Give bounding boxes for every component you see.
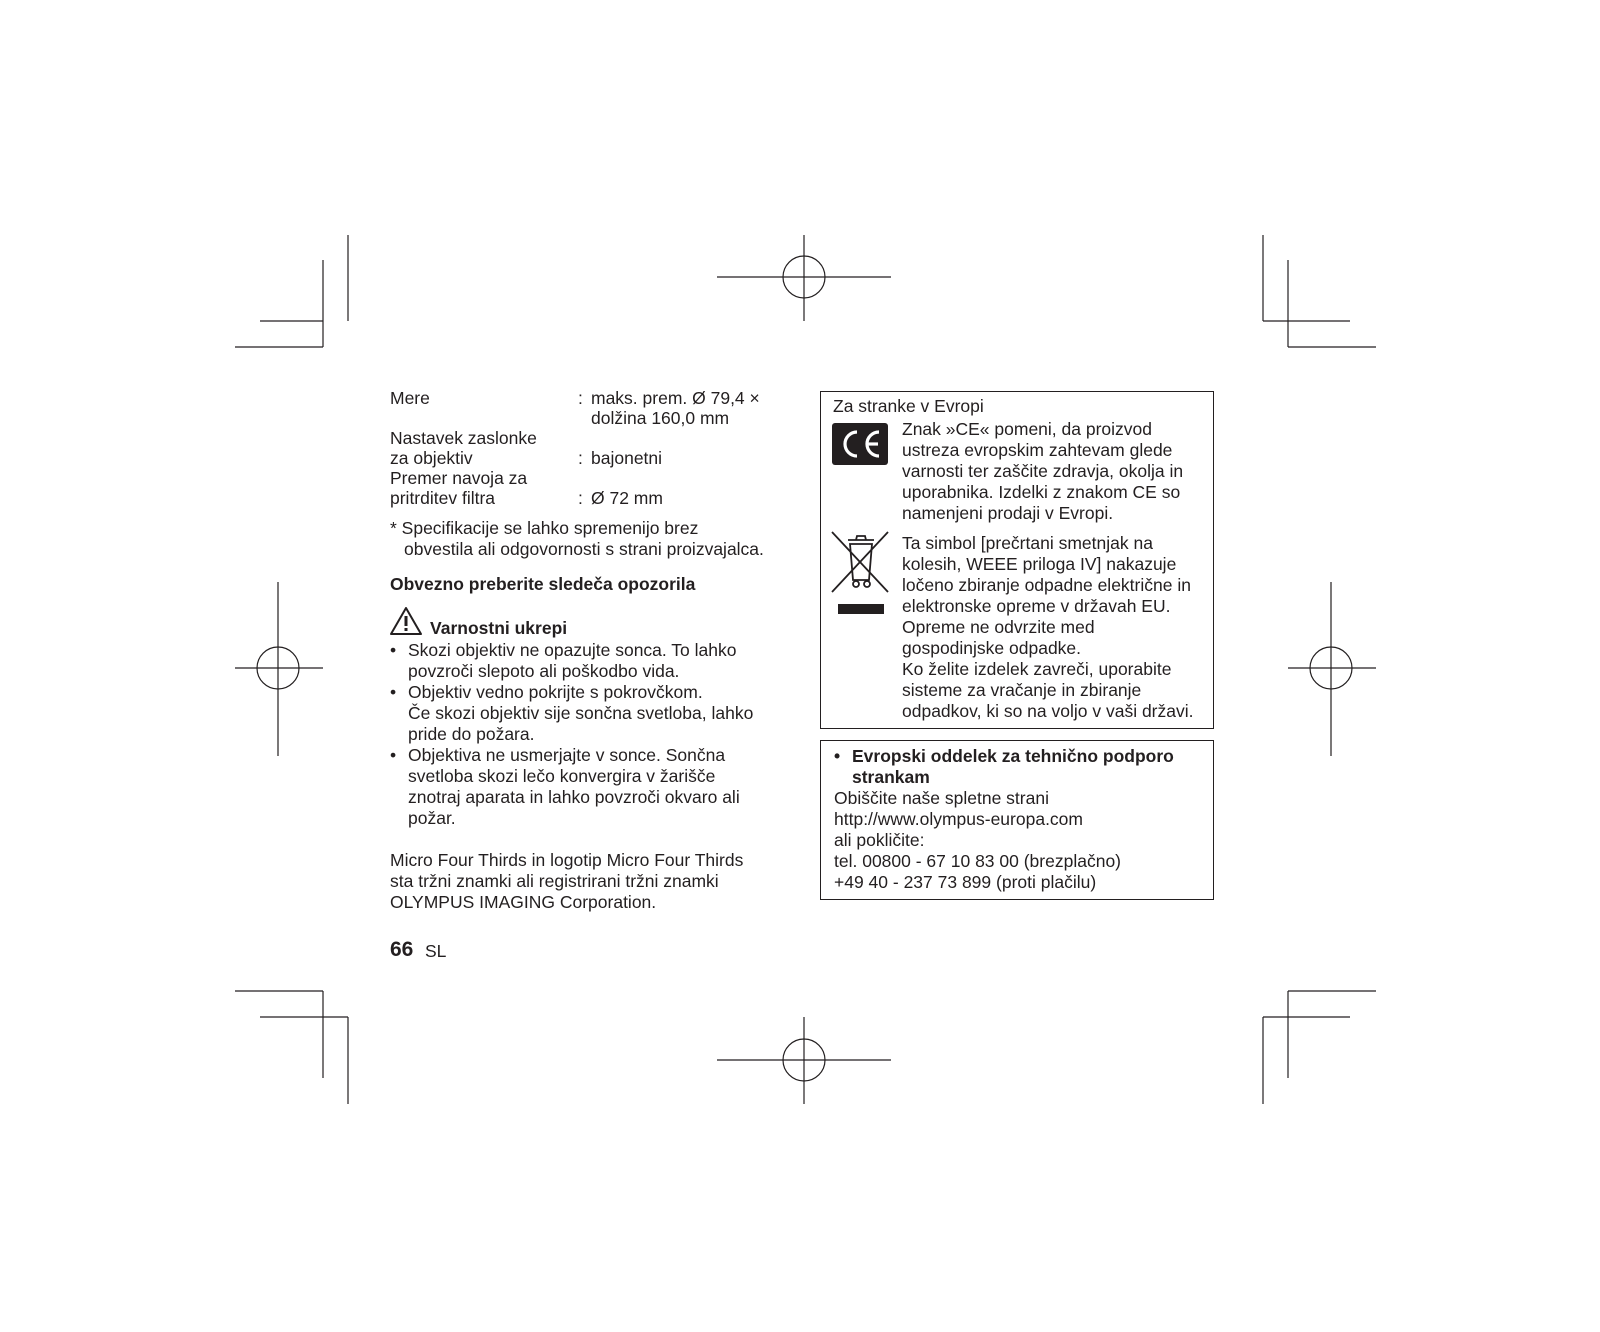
- weee-text-line: Ko želite izdelek zavreči, uporabite: [902, 659, 1172, 679]
- weee-text-line: elektronske opreme v državah EU.: [902, 596, 1171, 616]
- europe-box-title: Za stranke v Evropi: [833, 396, 984, 416]
- language-code: SL: [425, 941, 447, 961]
- ce-text-line: Znak »CE« pomeni, da proizvod: [902, 419, 1152, 439]
- support-line: Obiščite naše spletne strani: [834, 788, 1049, 808]
- ce-text-line: namenjeni prodaji v Evropi.: [902, 503, 1114, 523]
- weee-text-line: Opreme ne odvrzite med: [902, 617, 1095, 637]
- support-title: Evropski oddelek za tehnično podporo: [852, 746, 1174, 766]
- spec-dimensions-label: Mere: [390, 388, 430, 408]
- support-line: ali pokličite:: [834, 830, 925, 850]
- spec-filter-label: pritrditev filtra: [390, 488, 496, 508]
- trademark-line: Micro Four Thirds in logotip Micro Four Thirds: [390, 850, 744, 870]
- spec-dimensions-value: maks. prem. Ø 79,4 ×: [591, 388, 760, 408]
- weee-text-line: gospodinjske odpadke.: [902, 638, 1082, 658]
- ce-text-line: varnosti ter zaščite zdravja, okolja in: [902, 461, 1184, 481]
- list-item-text: požar.: [408, 808, 456, 828]
- bullet: •: [390, 682, 397, 702]
- support-url[interactable]: http://www.olympus-europa.com: [834, 809, 1083, 829]
- list-item-text: Če skozi objektiv sije sončna svetloba, lahko: [408, 703, 754, 723]
- list-item-text: pride do požara.: [408, 724, 535, 744]
- weee-crossed-bin-icon: [830, 530, 892, 616]
- bullet: •: [834, 746, 841, 766]
- spec-mount-value: bajonetni: [591, 448, 663, 468]
- list-item-text: svetloba skozi lečo konvergira v žarišče: [408, 766, 716, 786]
- page-number: 66: [390, 938, 414, 961]
- bullet: •: [390, 640, 397, 660]
- spec-filter-label: Premer navoja za: [390, 468, 528, 488]
- weee-text-line: odpadkov, ki so na voljo v vaši državi.: [902, 701, 1194, 721]
- list-item-text: znotraj aparata in lahko povzroči okvaro ali: [408, 787, 740, 807]
- ce-text-line: uporabnika. Izdelki z znakom CE so: [902, 482, 1181, 502]
- spec-mount-label: Nastavek zaslonke: [390, 428, 537, 448]
- trademark-line: OLYMPUS IMAGING Corporation.: [390, 892, 657, 912]
- weee-text-line: Ta simbol [prečrtani smetnjak na: [902, 533, 1153, 553]
- spec-colon: :: [578, 388, 583, 408]
- list-item-text: povzroči slepoto ali poškodbo vida.: [408, 661, 680, 681]
- weee-text-line: kolesih, WEEE priloga IV] nakazuje: [902, 554, 1177, 574]
- spec-note: obvestila ali odgovornosti s strani proizvajalca.: [404, 539, 764, 559]
- weee-text-line: ločeno zbiranje odpadne električne in: [902, 575, 1191, 595]
- spec-filter-value: Ø 72 mm: [591, 488, 663, 508]
- support-phone: tel. 00800 - 67 10 83 00 (brezplačno): [834, 851, 1121, 871]
- ce-text-line: ustreza evropskim zahtevam glede: [902, 440, 1173, 460]
- list-item-text: Skozi objektiv ne opazujte sonca. To lahko: [408, 640, 737, 660]
- safety-title: Varnostni ukrepi: [430, 618, 568, 638]
- ce-mark-icon: [832, 423, 888, 465]
- list-item-text: Objektiva ne usmerjajte v sonce. Sončna: [408, 745, 726, 765]
- trademark-line: sta tržni znamki ali registrirani tržni znamki: [390, 871, 719, 891]
- spec-mount-label: za objektiv: [390, 448, 473, 468]
- list-item-text: Objektiv vedno pokrijte s pokrovčkom.: [408, 682, 703, 702]
- spec-colon: :: [578, 488, 583, 508]
- support-phone: +49 40 - 237 73 899 (proti plačilu): [834, 872, 1097, 892]
- warnings-heading: Obvezno preberite sledeča opozorila: [390, 574, 696, 594]
- warning-triangle-icon: [389, 606, 423, 636]
- spec-note: * Specifikacije se lahko spremenijo brez: [390, 518, 699, 538]
- support-title: strankam: [852, 767, 930, 787]
- spec-colon: :: [578, 448, 583, 468]
- spec-dimensions-value: dolžina 160,0 mm: [591, 408, 730, 428]
- bullet: •: [390, 745, 397, 765]
- weee-text-line: sisteme za vračanje in zbiranje: [902, 680, 1142, 700]
